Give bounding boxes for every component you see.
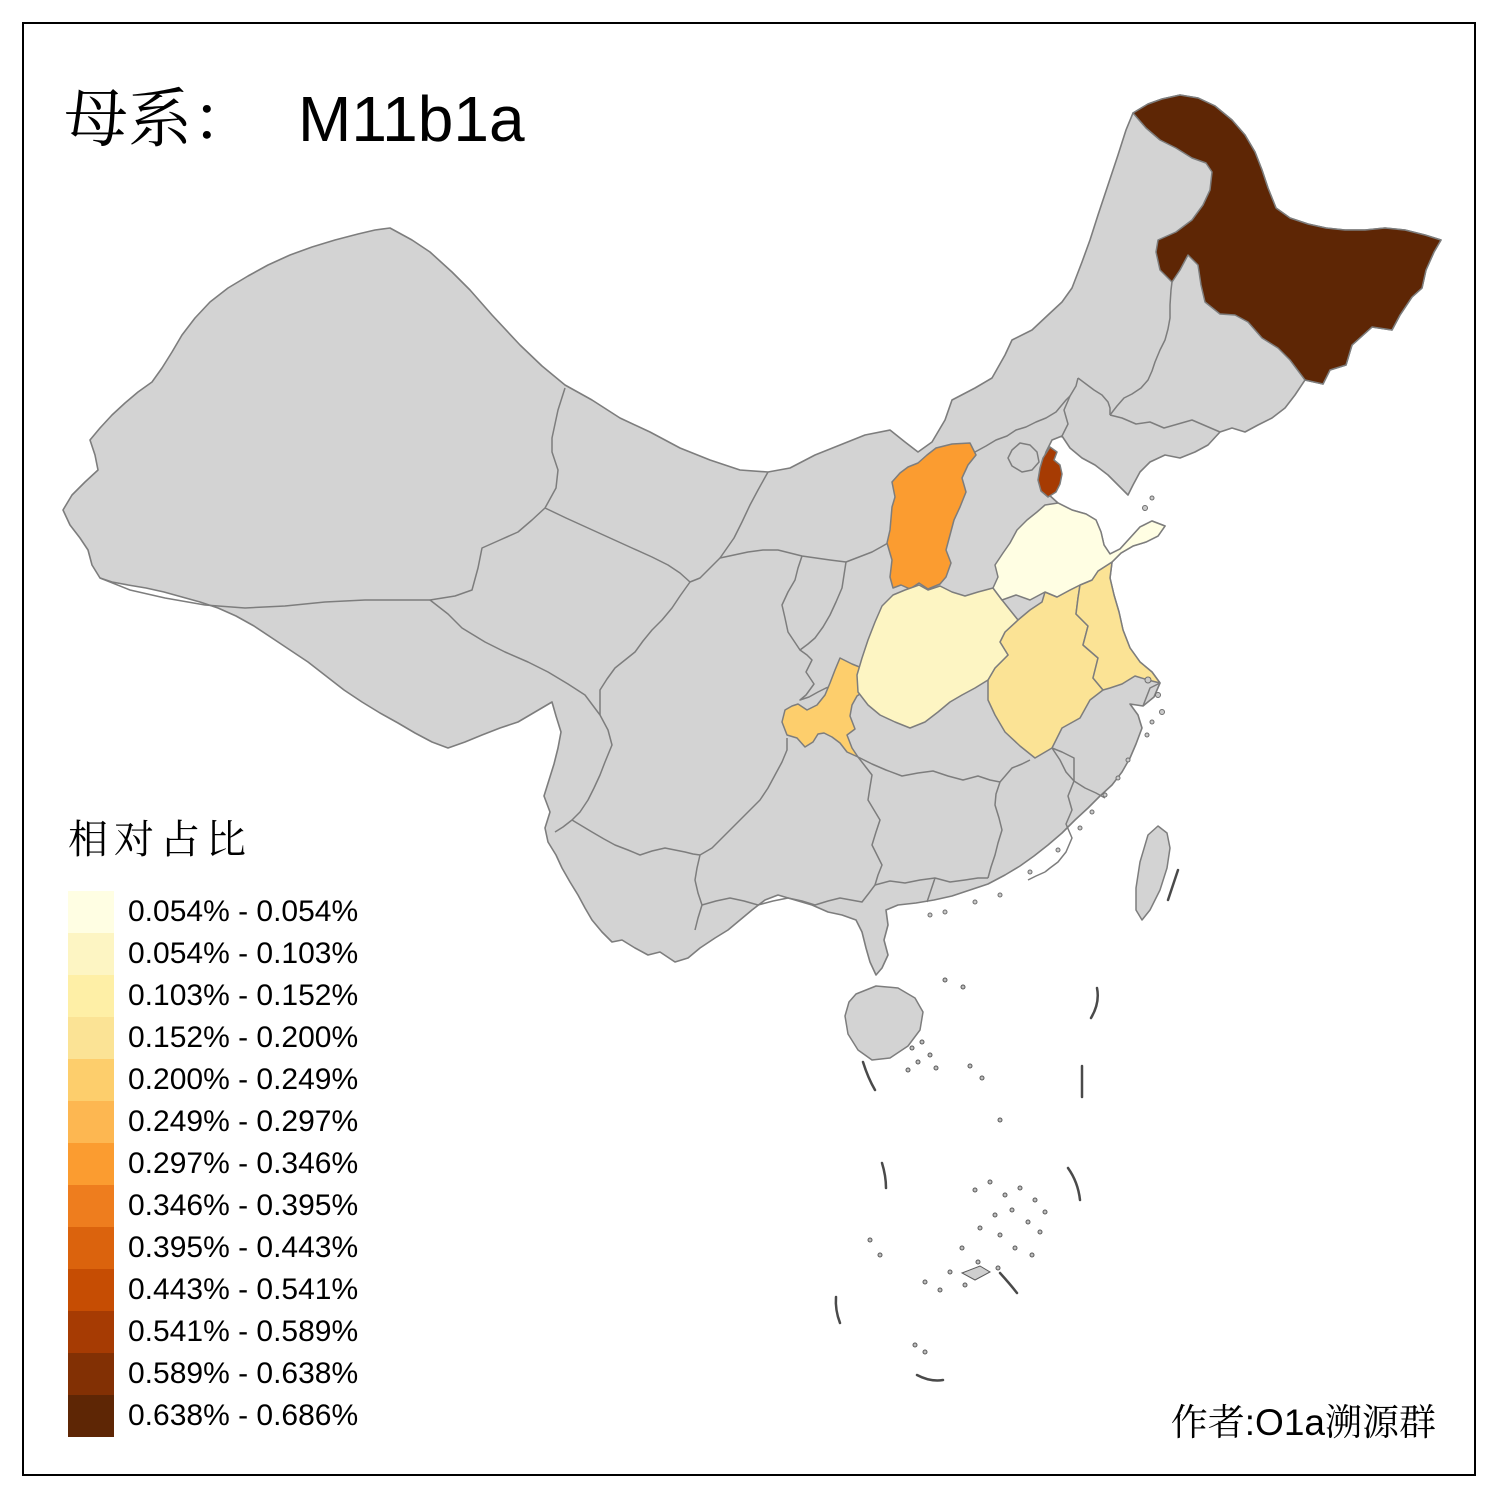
author-credit: 作者:O1a溯源群 bbox=[1170, 1402, 1436, 1443]
legend-label: 0.103% - 0.152% bbox=[128, 979, 359, 1012]
legend-swatch bbox=[68, 1143, 114, 1185]
legend-label: 0.589% - 0.638% bbox=[128, 1357, 359, 1390]
legend-swatch bbox=[68, 1353, 114, 1395]
legend-label: 0.200% - 0.249% bbox=[128, 1063, 359, 1096]
legend-swatch bbox=[68, 1311, 114, 1353]
legend-label: 0.297% - 0.346% bbox=[128, 1147, 359, 1180]
title-category-label: 母系： bbox=[64, 84, 256, 155]
legend-label: 0.152% - 0.200% bbox=[128, 1021, 359, 1054]
map-title bbox=[64, 68, 525, 160]
legend-swatch bbox=[68, 1227, 114, 1269]
legend-swatch bbox=[68, 1101, 114, 1143]
legend bbox=[68, 808, 358, 1437]
nine-dash-line bbox=[836, 870, 1178, 1380]
legend-label: 0.346% - 0.395% bbox=[128, 1189, 359, 1222]
island-taiwan bbox=[1136, 826, 1170, 920]
legend-title: 相对占比 bbox=[68, 817, 252, 862]
legend-labels bbox=[128, 891, 358, 1437]
title-haplogroup: M11b1a bbox=[298, 83, 525, 155]
legend-swatch bbox=[68, 933, 114, 975]
legend-label: 0.443% - 0.541% bbox=[128, 1273, 359, 1306]
legend-label: 0.249% - 0.297% bbox=[128, 1105, 359, 1138]
legend-swatch bbox=[68, 1185, 114, 1227]
legend-swatch bbox=[68, 1395, 114, 1437]
legend-swatch bbox=[68, 1059, 114, 1101]
legend-label: 0.395% - 0.443% bbox=[128, 1231, 359, 1264]
legend-swatch bbox=[68, 891, 114, 933]
legend-label: 0.054% - 0.103% bbox=[128, 937, 359, 970]
legend-swatch bbox=[68, 1017, 114, 1059]
legend-label: 0.054% - 0.054% bbox=[128, 895, 359, 928]
legend-label: 0.638% - 0.686% bbox=[128, 1399, 359, 1432]
legend-swatch bbox=[68, 1269, 114, 1311]
legend-label: 0.541% - 0.589% bbox=[128, 1315, 359, 1348]
legend-color-ramp bbox=[68, 891, 114, 1437]
legend-swatch bbox=[68, 975, 114, 1017]
